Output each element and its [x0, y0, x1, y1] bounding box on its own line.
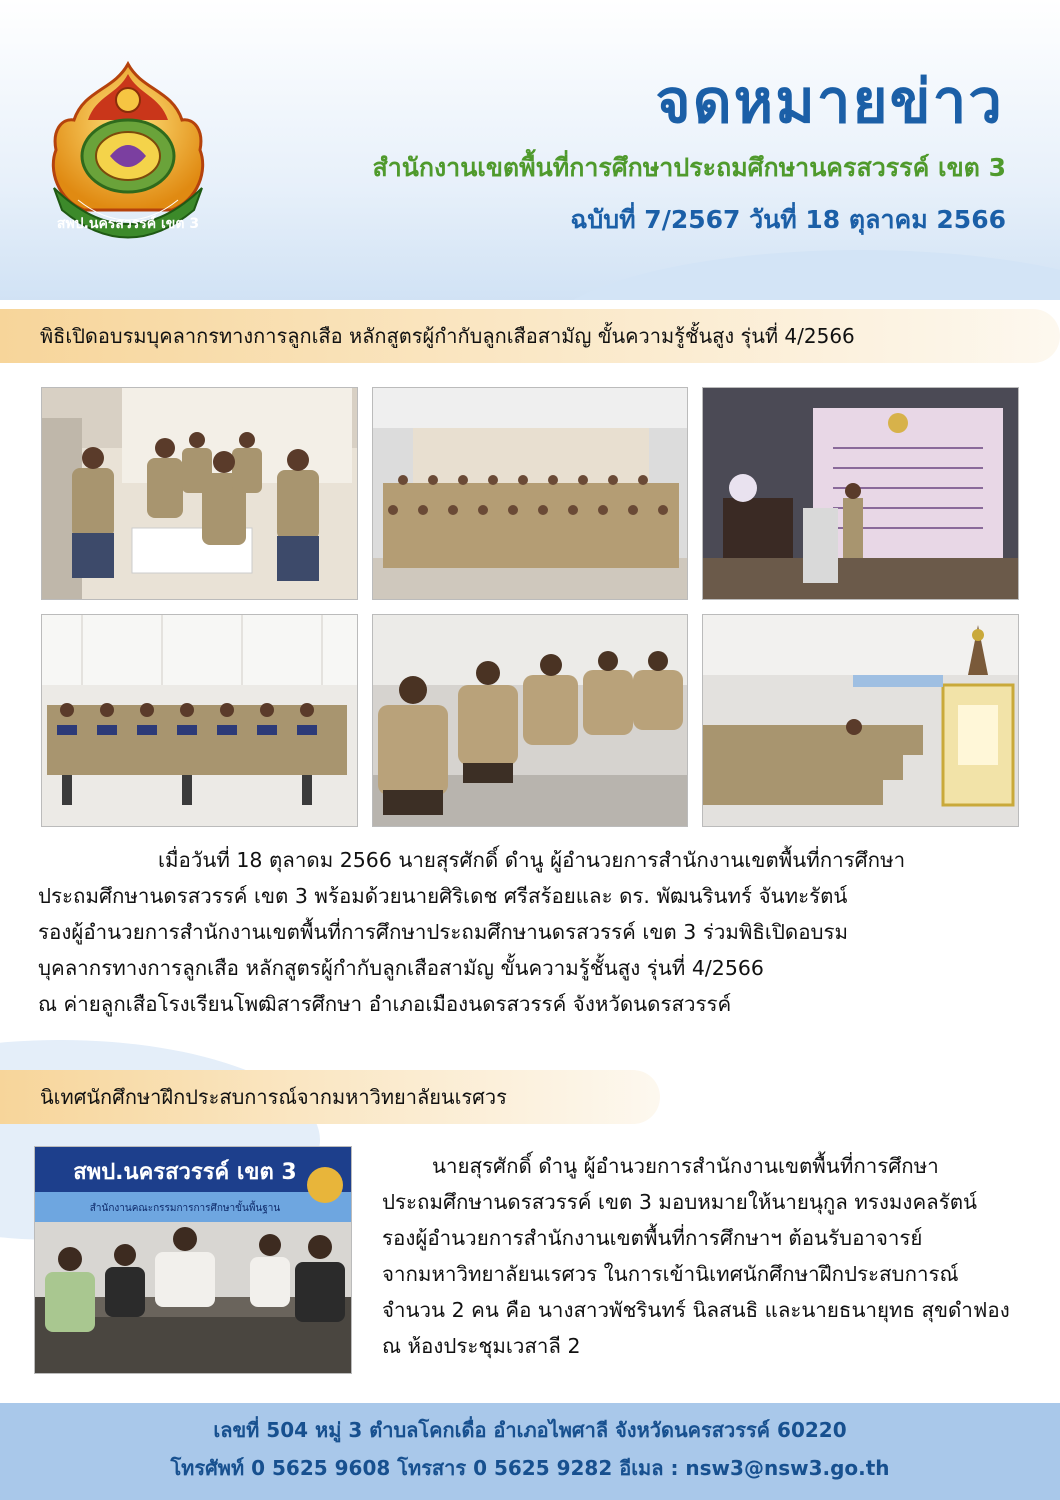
article-line: ประถมศึกษานดรสวรรค์ เขต 3 มอบหมายให้นายนุกูล ทรงมงคลรัตน์: [382, 1190, 978, 1214]
photo-meeting-room: [34, 1146, 352, 1374]
scout-training-article: [38, 842, 1028, 1022]
article-line: เมื่อวันที่ 18 ตุลาดม 2566 นายสุรศักดิ์ ดำนู ผู้อำนวยการสำนักงานเขตพื้นที่การศึกษา: [158, 848, 906, 872]
photo-hall-shrine: [702, 614, 1019, 827]
article-line: ประถมศึกษานดรสวรรค์ เขต 3 พร้อมด้วยนายศิริเดช ศรีสร้อยและ ดร. พัฒนรินทร์ จันทะรัตน์: [38, 884, 848, 908]
issue-info: ฉบับที่ 7/2567 วันที่ 18 ตุลาคม 2566: [570, 205, 1006, 234]
footer-phone-email: โทรศัพท์ 0 5625 9608 โทรสาร 0 5625 9282 อีเมล : nsw3@nsw3.go.th: [170, 1456, 890, 1480]
office-name: สำนักงานเขตพื้นที่การศึกษาประถมศึกษานครสวรรค์ เขต 3: [372, 153, 1006, 182]
photo-trainees-seated: [41, 614, 358, 827]
footer-address: เลขที่ 504 หมู่ 3 ตำบลโคกเดื่อ อำเภอไพศาลี จังหวัดนครสวรรค์ 60220: [213, 1418, 847, 1442]
photo-kneeling-ceremony: [372, 614, 688, 827]
article-line: จำนวน 2 คน คือ นางสาวพัชรินทร์ นิลสนธิ และนายธนายุทธ สุขดำฟอง: [382, 1298, 1010, 1322]
article-line: ณ ค่ายลูกเสือโรงเรียนโพฒิสารศึกษา อำเภอเมืองนดรสวรรค์ จังหวัดนดรสวรรค์: [38, 992, 732, 1016]
section-heading-student-supervision: [0, 1070, 660, 1124]
article-line: บุคลากรทางการลูกเสือ หลักสูตรผู้กำกับลูกเสือสามัญ ขั้นความรู้ชั้นสูง รุ่นที่ 4/2566: [38, 956, 764, 980]
photo-subbanner-text: สำนักงานคณะกรรมการการศึกษาขั้นพื้นฐาน: [89, 1203, 281, 1214]
section-heading-scout-training: [0, 309, 1060, 363]
logo-caption: สพป.นครสวรรค์ เขต 3: [56, 216, 200, 232]
office-logo: [44, 60, 212, 246]
photo-banner-text: สพป.นครสวรรค์ เขต 3: [73, 1160, 297, 1185]
photo-group-portrait: [372, 387, 688, 600]
article-line: รองผู้อำนวยการสำนักงานเขตพื้นที่การศึกษาประถมศึกษานดรสวรรค์ เขต 3 ร่วมพิธิเปิดอบรม: [38, 920, 849, 944]
photo-officials-seated: [41, 387, 358, 600]
supervision-article: [382, 1148, 1032, 1364]
footer-contact: [0, 1403, 1060, 1500]
newsletter-title: จดหมายข่าว: [655, 67, 1004, 137]
article-line: นายสุรศักดิ์ ดำนู ผู้อำนวยการสำนักงานเขตพื้นที่การศึกษา: [432, 1154, 939, 1178]
article-line: จากมหาวิทยาลัยนเรศวร ในการเข้านิเทศนักศึกษาฝึกประสบการณ์: [382, 1262, 959, 1286]
photo-podium-speech: [702, 387, 1019, 600]
section-heading-text: นิเทศนักศึกษาฝึกประสบการณ์จากมหาวิทยาลัยนเรศวร: [40, 1085, 507, 1109]
article-line: รองผู้อำนวยการสำนักงานเขตพื้นที่การศึกษาฯ ต้อนรับอาจารย์: [382, 1226, 923, 1250]
article-line: ณ ห้องประชุมเวสาลี 2: [382, 1334, 581, 1358]
section-heading-text: พิธิเปิดอบรมบุคลากรทางการลูกเสือ หลักสูตรผู้กำกับลูกเสือสามัญ ขั้นความรู้ชั้นสูง รุ่นที่ 4/2566: [40, 324, 855, 348]
